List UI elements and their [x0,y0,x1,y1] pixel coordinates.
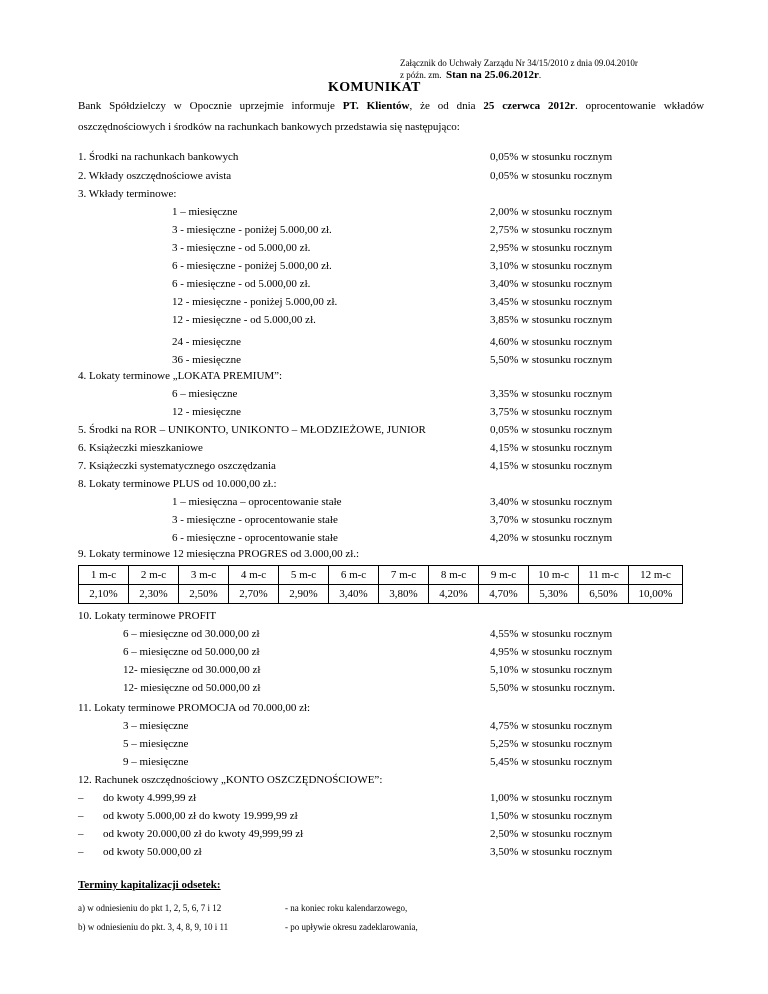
intro-clients: PT. Klientów [342,100,410,112]
progres-period-cell: 3 m-c [179,566,229,585]
rate-label: 6 – miesięczne od 50.000,00 zł [123,646,260,658]
rate-value: 3,45% w stosunku rocznym [490,296,613,308]
rate-value: 3,10% w stosunku rocznym [490,260,613,272]
rate-label: 3 – miesięczne [123,720,189,732]
rate-value: 3,40% w stosunku rocznym [490,278,613,290]
rate-label: 3. Wkłady terminowe: [78,188,177,200]
rate-value: 3,75% w stosunku rocznym [490,406,613,418]
rate-value: 2,95% w stosunku rocznym [490,242,613,254]
rate-row [0,702,768,718]
rate-label: od kwoty 50.000,00 zł [103,846,202,858]
progres-period-cell: 8 m-c [429,566,479,585]
progres-rate-cell: 2,30% [129,585,179,604]
rate-row [0,314,768,330]
rate-label: 6 – miesięczne od 30.000,00 zł [123,628,260,640]
rate-label: 12 - miesięczne - poniżej 5.000,00 zł. [172,296,338,308]
progres-rate-table [78,565,683,604]
progres-rate-cell: 2,90% [279,585,329,604]
rate-label: 6 - miesięczne - poniżej 5.000,00 zł. [172,260,332,272]
rate-label: od kwoty 5.000,00 zł do kwoty 19.999,99 zł [103,810,298,822]
rate-row [0,278,768,294]
progres-rate-cell: 4,20% [429,585,479,604]
progres-period-cell: 9 m-c [479,566,529,585]
rate-row [0,206,768,222]
header-state-line [400,69,541,81]
rate-row [0,514,768,530]
dash-bullet: – [78,810,84,822]
rate-label: 5 – miesięczne [123,738,189,750]
rate-value: 3,40% w stosunku rocznym [490,496,613,508]
progres-period-cell: 12 m-c [629,566,683,585]
dash-bullet: – [78,828,84,840]
rate-label: 6 – miesięczne [172,388,238,400]
intro-part2: , że od dnia [409,100,484,112]
rate-row [0,532,768,548]
rate-value: 4,15% w stosunku rocznym [490,442,613,454]
rate-label: 1. Środki na rachunkach bankowych [78,151,239,163]
rate-label: 12 - miesięczne - od 5.000,00 zł. [172,314,316,326]
rate-label: do kwoty 4.999,99 zł [103,792,197,804]
rate-row [0,296,768,312]
rate-row [0,720,768,736]
progres-rate-cell: 3,40% [329,585,379,604]
rate-value: 4,20% w stosunku rocznym [490,532,613,544]
rate-value: 4,15% w stosunku rocznym [490,460,613,472]
progres-rate-cell: 4,70% [479,585,529,604]
rate-label: 8. Lokaty terminowe PLUS od 10.000,00 zł.: [78,478,277,490]
rate-row [0,610,768,626]
rate-row [0,646,768,662]
rate-row [0,336,768,352]
rate-row [0,188,768,204]
rate-row [0,151,768,167]
header-state-suffix: . [538,70,542,80]
rate-value: 4,95% w stosunku rocznym [490,646,613,658]
progres-rate-cell: 3,80% [379,585,429,604]
header-amend: z późn. zm. [400,70,442,80]
intro-date: 25 czerwca 2012r [483,100,575,112]
rate-label: 3 - miesięczne - oprocentowanie stałe [172,514,338,526]
rate-value: 3,85% w stosunku rocznym [490,314,613,326]
rate-value: 2,00% w stosunku rocznym [490,206,613,218]
progres-rate-cell: 10,00% [629,585,683,604]
rate-label: 3 - miesięczne - od 5.000,00 zł. [172,242,311,254]
capitalization-a-left: a) w odniesieniu do pkt 1, 2, 5, 6, 7 i 12 [78,903,222,913]
rate-row [0,828,768,844]
rate-row [0,388,768,404]
rate-row [0,682,768,698]
rate-row [0,738,768,754]
rate-value: 5,10% w stosunku rocznym [490,664,613,676]
rate-row [0,354,768,370]
rate-label: 11. Lokaty terminowe PROMOCJA od 70.000,00 zł: [78,702,311,714]
rate-label: 3 - miesięczne - poniżej 5.000,00 zł. [172,224,332,236]
rate-value: 3,70% w stosunku rocznym [490,514,613,526]
rate-value: 1,00% w stosunku rocznym [490,792,613,804]
progres-table-header-row [79,566,683,585]
intro-part1: Bank Spółdzielczy w Opocznie uprzejmie informuje [78,100,343,112]
rate-label: 9 – miesięczne [123,756,189,768]
rate-row [0,460,768,476]
rate-row [0,424,768,440]
rate-row [0,756,768,772]
rate-label: 5. Środki na ROR – UNIKONTO, UNIKONTO – MŁODZIEŻOWE, JUNIOR [78,424,426,436]
rate-label: 4. Lokaty terminowe „LOKATA PREMIUM”: [78,370,283,382]
header-state-date: Stan na 25.06.2012r [445,69,539,81]
rate-value: 1,50% w stosunku rocznym [490,810,613,822]
rate-value: 2,50% w stosunku rocznym [490,828,613,840]
rate-value: 4,55% w stosunku rocznym [490,628,613,640]
rate-row [0,774,768,790]
page-title: KOMUNIKAT [328,80,421,95]
rate-value: 0,05% w stosunku rocznym [490,424,613,436]
rate-value: 0,05% w stosunku rocznym [490,170,613,182]
rate-label: 12- miesięczne od 30.000,00 zł [123,664,261,676]
rate-value: 4,75% w stosunku rocznym [490,720,613,732]
capitalization-b-left: b) w odniesieniu do pkt. 3, 4, 8, 9, 10 i 11 [78,922,229,932]
rate-value: 0,05% w stosunku rocznym [490,151,613,163]
progres-rate-cell: 6,50% [579,585,629,604]
rate-row [0,792,768,808]
rate-value: 3,50% w stosunku rocznym [490,846,613,858]
intro-paragraph [78,96,704,138]
progres-period-cell: 7 m-c [379,566,429,585]
rate-label: 24 - miesięczne [172,336,242,348]
rate-label: 10. Lokaty terminowe PROFIT [78,610,217,622]
rate-row [0,260,768,276]
progres-period-cell: 2 m-c [129,566,179,585]
rate-label: 6 - miesięczne - oprocentowanie stałe [172,532,338,544]
rate-row [0,496,768,512]
rate-label: 12- miesięczne od 50.000,00 zł [123,682,261,694]
rate-label: 1 – miesięczna – oprocentowanie stałe [172,496,342,508]
rate-value: 3,35% w stosunku rocznym [490,388,613,400]
rate-row [0,170,768,186]
rate-label: 6 - miesięczne - od 5.000,00 zł. [172,278,311,290]
progres-period-cell: 4 m-c [229,566,279,585]
progres-period-cell: 5 m-c [279,566,329,585]
rate-value: 5,50% w stosunku rocznym. [490,682,615,694]
rate-row [0,548,768,564]
rate-value: 5,45% w stosunku rocznym [490,756,613,768]
rate-value: 2,75% w stosunku rocznym [490,224,613,236]
capitalization-a-right: - na koniec roku kalendarzowego, [285,903,408,913]
rate-row [0,224,768,240]
progres-rate-cell: 2,50% [179,585,229,604]
progres-rate-cell: 5,30% [529,585,579,604]
progres-rate-cell: 2,10% [79,585,129,604]
rate-row [0,846,768,862]
rate-label: 12 - miesięczne [172,406,242,418]
rate-label: 1 – miesięczne [172,206,238,218]
rate-value: 4,60% w stosunku rocznym [490,336,613,348]
rate-label: 6. Książeczki mieszkaniowe [78,442,203,454]
rate-value: 5,25% w stosunku rocznym [490,738,613,750]
rate-label: 12. Rachunek oszczędnościowy „KONTO OSZCZĘDNOŚCIOWE”: [78,774,383,786]
progres-table-values-row [79,585,683,604]
rate-row [0,242,768,258]
progres-period-cell: 11 m-c [579,566,629,585]
capitalization-b-right: - po upływie okresu zadeklarowania, [285,922,418,932]
rate-label: od kwoty 20.000,00 zł do kwoty 49,999,99 zł [103,828,304,840]
rate-label: 2. Wkłady oszczędnościowe avista [78,170,232,182]
rate-label: 7. Książeczki systematycznego oszczędzania [78,460,276,472]
rate-row [0,406,768,422]
dash-bullet: – [78,792,84,804]
progres-rate-cell: 2,70% [229,585,279,604]
rate-row [0,810,768,826]
rate-row [0,478,768,494]
rate-row [0,628,768,644]
rate-row [0,370,768,386]
intro-part3: . oprocentowanie wkładów oszczędnościowych i środków na rachunkach bankowych przedstawia się następująco: [78,100,705,133]
progres-period-cell: 10 m-c [529,566,579,585]
header-annex-line: Załącznik do Uchwały Zarządu Nr 34/15/2010 z dnia 09.04.2010r [400,58,638,68]
rate-row [0,442,768,458]
rate-label: 36 - miesięczne [172,354,242,366]
rate-value: 5,50% w stosunku rocznym [490,354,613,366]
rate-label: 9. Lokaty terminowe 12 miesięczna PROGRES od 3.000,00 zł.: [78,548,360,560]
capitalization-title: Terminy kapitalizacji odsetek: [78,879,221,891]
progres-period-cell: 6 m-c [329,566,379,585]
rate-row [0,664,768,680]
dash-bullet: – [78,846,84,858]
progres-period-cell: 1 m-c [79,566,129,585]
